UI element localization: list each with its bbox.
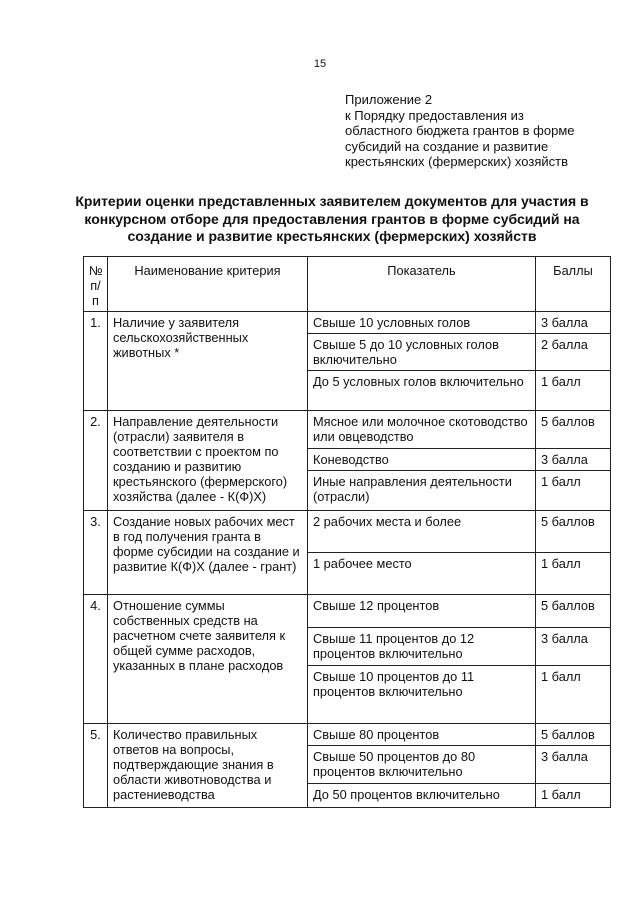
criterion-cell: Наличие у заявителя сельскохозяйственных животных * <box>108 312 308 411</box>
points-cell: 2 балла <box>536 334 611 371</box>
header-num-line: № <box>89 263 103 278</box>
points-cell: 1 балл <box>536 784 611 808</box>
criterion-cell: Отношение суммы собственных средств на расчетном счете заявителя к общей сумме расходов, указанных в плане расходов <box>108 595 308 724</box>
table-row <box>84 511 611 553</box>
appendix-line: крестьянских (фермерских) хозяйств <box>345 154 568 169</box>
table-row <box>84 724 611 746</box>
points-cell: 5 баллов <box>536 411 611 449</box>
points-cell: 5 баллов <box>536 511 611 553</box>
points-cell: 1 балл <box>536 666 611 724</box>
indicator-cell: До 50 процентов включительно <box>308 784 536 808</box>
criteria-table <box>83 256 611 808</box>
indicator-cell: Свыше 50 процентов до 80 процентов включительно <box>308 746 536 784</box>
indicator-cell: 2 рабочих места и более <box>308 511 536 553</box>
criterion-cell: Количество правильных ответов на вопросы, подтверждающие знания в области животноводства и растениеводства <box>108 724 308 808</box>
indicator-cell: Свыше 80 процентов <box>308 724 536 746</box>
title-line: создание и развитие крестьянских (фермерских) хозяйств <box>127 228 537 244</box>
header-criterion: Наименование критерия <box>108 257 308 312</box>
indicator-cell: Иные направления деятельности (отрасли) <box>308 471 536 511</box>
criterion-cell: Направление деятельности (отрасли) заявителя в соответствии с проектом по созданию и развитию крестьянского (фермерского) хозяйства (далее - К(Ф)Х) <box>108 411 308 511</box>
indicator-cell: Свыше 10 процентов до 11 процентов включительно <box>308 666 536 724</box>
header-num-line: п/п <box>90 278 101 308</box>
row-number: 2. <box>84 411 108 511</box>
indicator-cell: 1 рабочее место <box>308 553 536 595</box>
indicator-cell: До 5 условных голов включительно <box>308 371 536 411</box>
table-row <box>84 312 611 334</box>
criterion-cell: Создание новых рабочих мест в год получения гранта в форме субсидии на создание и развитие К(Ф)Х (далее - грант) <box>108 511 308 595</box>
page-number: 15 <box>313 58 327 70</box>
appendix-note <box>345 92 615 170</box>
points-cell: 1 балл <box>536 371 611 411</box>
table-row <box>84 595 611 628</box>
header-points: Баллы <box>536 257 611 312</box>
row-number: 1. <box>84 312 108 411</box>
indicator-cell: Мясное или молочное скотоводство или овцеводство <box>308 411 536 449</box>
indicator-cell: Свыше 11 процентов до 12 процентов включительно <box>308 628 536 666</box>
indicator-cell: Свыше 10 условных голов <box>308 312 536 334</box>
table-header-row <box>84 257 611 312</box>
document-title <box>72 193 592 246</box>
row-number: 4. <box>84 595 108 724</box>
title-line: конкурсном отборе для предоставления грантов в форме субсидий на <box>84 210 580 227</box>
points-cell: 3 балла <box>536 312 611 334</box>
table-row <box>84 411 611 449</box>
indicator-cell: Коневодство <box>308 449 536 471</box>
appendix-line: к Порядку предоставления из <box>345 107 524 123</box>
points-cell: 5 баллов <box>536 724 611 746</box>
title-line: Критерии оценки представленных заявителем документов для участия в <box>75 193 589 209</box>
points-cell: 1 балл <box>536 553 611 595</box>
row-number: 3. <box>84 511 108 595</box>
points-cell: 3 балла <box>536 628 611 666</box>
appendix-line: субсидий на создание и развитие <box>345 138 549 154</box>
indicator-cell: Свыше 5 до 10 условных голов включительно <box>308 334 536 371</box>
indicator-cell: Свыше 12 процентов <box>308 595 536 628</box>
points-cell: 1 балл <box>536 471 611 511</box>
header-indicator: Показатель <box>308 257 536 312</box>
appendix-line: областного бюджета грантов в форме <box>345 123 575 138</box>
points-cell: 3 балла <box>536 449 611 471</box>
appendix-line: Приложение 2 <box>345 92 433 107</box>
header-num <box>84 257 108 312</box>
row-number: 5. <box>84 724 108 808</box>
points-cell: 5 баллов <box>536 595 611 628</box>
points-cell: 3 балла <box>536 746 611 784</box>
